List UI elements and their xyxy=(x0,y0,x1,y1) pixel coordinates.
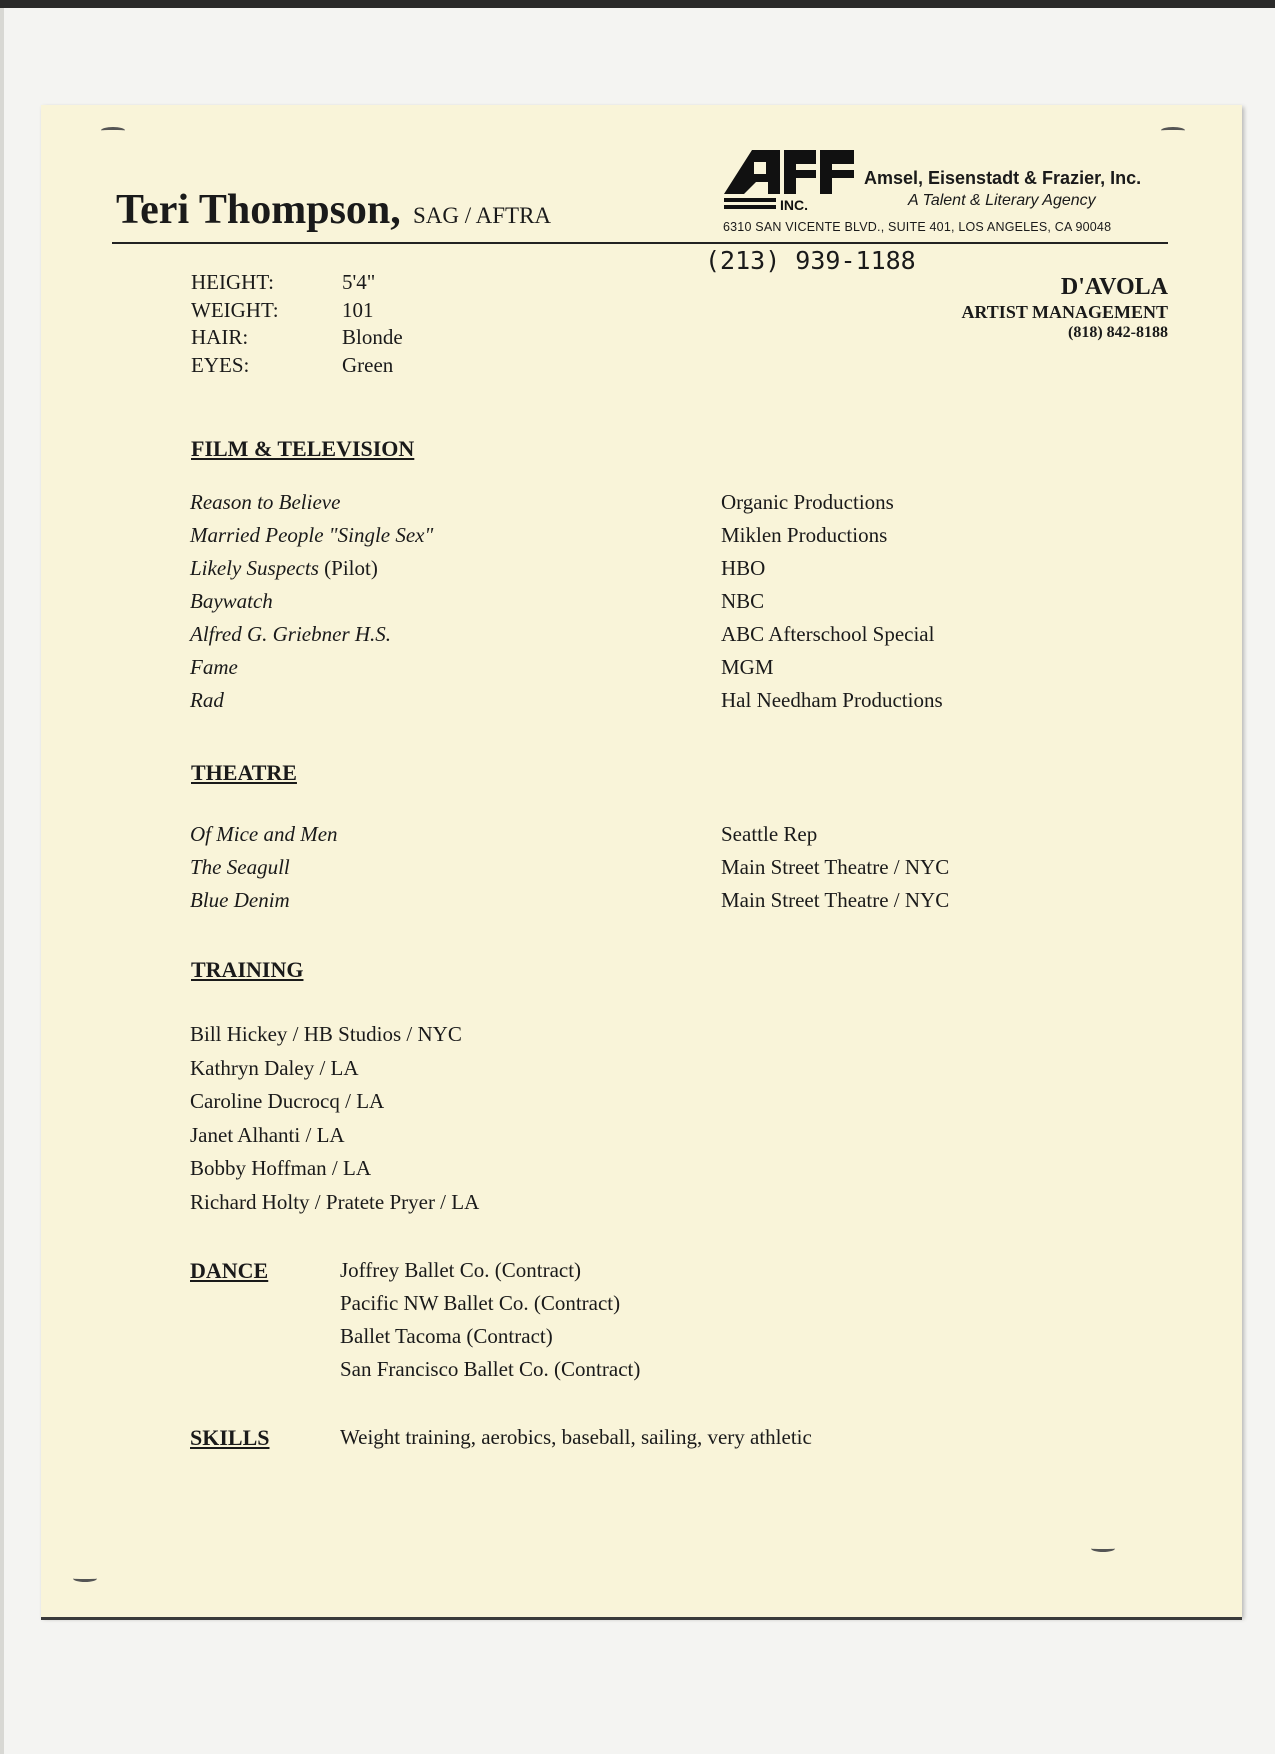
skills-section xyxy=(190,1425,812,1451)
management-name: D'AVOLA xyxy=(1060,274,1168,300)
credit-row xyxy=(190,888,1090,921)
physical-stats xyxy=(191,270,403,380)
agency-name: Amsel, Eisenstadt & Frazier, Inc. xyxy=(864,168,1142,188)
credit-title: Of Mice and Men xyxy=(190,822,338,846)
credit-row xyxy=(190,490,1090,523)
stat-row xyxy=(191,353,403,381)
credit-title: The Seagull xyxy=(190,855,290,879)
section-title-film-tv: FILM & TELEVISION xyxy=(191,436,415,461)
credit-title: Rad xyxy=(190,688,224,712)
agency-logo xyxy=(724,150,854,214)
credit-title: Married People "Single Sex" xyxy=(190,523,434,547)
credit-title: Likely Suspects xyxy=(190,556,319,580)
dance-item: San Francisco Ballet Co. (Contract) xyxy=(340,1357,641,1381)
stat-value: Blonde xyxy=(342,325,403,349)
credit-row xyxy=(190,688,1090,721)
credit-org: NBC xyxy=(721,589,765,613)
header-rule xyxy=(112,242,1168,244)
credit-org: Organic Productions xyxy=(721,490,894,514)
stat-label: HEIGHT: xyxy=(191,270,274,294)
credit-row xyxy=(190,655,1090,688)
training-item: Kathryn Daley / LA xyxy=(190,1055,359,1080)
theatre-credits xyxy=(190,822,1090,921)
stat-label: HAIR: xyxy=(191,325,249,349)
section-title-dance: DANCE xyxy=(190,1258,269,1283)
credit-org: Hal Needham Productions xyxy=(721,688,943,712)
stat-row xyxy=(191,325,403,353)
actor-name: Teri Thompson, xyxy=(116,187,401,233)
credit-org: Main Street Theatre / NYC xyxy=(721,888,950,912)
staple-mark xyxy=(101,127,125,134)
credit-row xyxy=(190,556,1090,589)
staple-mark xyxy=(73,1575,97,1582)
union-affiliation: SAG / AFTRA xyxy=(413,203,552,228)
stat-row xyxy=(191,270,403,298)
credit-org: Miklen Productions xyxy=(721,523,888,547)
stat-value: Green xyxy=(342,352,394,377)
agency-address: 6310 SAN VICENTE BLVD., SUITE 401, LOS ANGELES, CA 90048 xyxy=(723,220,1112,234)
credit-org: Main Street Theatre / NYC xyxy=(721,855,950,879)
section-title-training: TRAINING xyxy=(191,957,304,982)
credit-org: ABC Afterschool Special xyxy=(721,622,935,646)
training-list xyxy=(190,1022,479,1223)
dance-section xyxy=(190,1258,640,1390)
stat-label: WEIGHT: xyxy=(191,297,279,322)
credit-title: Alfred G. Griebner H.S. xyxy=(190,622,392,646)
credit-row xyxy=(190,622,1090,655)
staple-mark xyxy=(1091,1545,1115,1552)
management-phone: (818) 842-8188 xyxy=(1068,324,1168,341)
credit-row xyxy=(190,589,1090,622)
credit-org: HBO xyxy=(721,556,766,580)
training-item: Janet Alhanti / LA xyxy=(190,1122,345,1147)
skills-text: Weight training, aerobics, baseball, sailing, very athletic xyxy=(340,1425,812,1449)
dance-list xyxy=(340,1258,640,1390)
handwritten-phone: (213) 939-1188 xyxy=(705,246,916,275)
agency-logo-sub: INC. xyxy=(780,197,808,213)
training-item: Bill Hickey / HB Studios / NYC xyxy=(190,1022,462,1046)
training-item: Caroline Ducrocq / LA xyxy=(190,1089,385,1113)
credit-title: Blue Denim xyxy=(190,888,290,912)
scan-top-border xyxy=(0,0,1275,8)
credit-title: Reason to Believe xyxy=(190,490,341,514)
credit-title: Fame xyxy=(190,655,238,679)
credit-org: MGM xyxy=(721,655,774,679)
training-item: Bobby Hoffman / LA xyxy=(190,1156,372,1180)
stat-label: EYES: xyxy=(191,352,250,377)
credit-row xyxy=(190,855,1090,888)
dance-item: Joffrey Ballet Co. (Contract) xyxy=(340,1258,582,1282)
credit-title: Baywatch xyxy=(190,589,273,613)
staple-mark xyxy=(1161,127,1185,134)
section-title-skills: SKILLS xyxy=(190,1425,270,1450)
film-tv-credits xyxy=(190,490,1090,721)
training-item: Richard Holty / Pratete Pryer / LA xyxy=(190,1189,480,1214)
credit-row xyxy=(190,822,1090,855)
credit-org: Seattle Rep xyxy=(721,822,818,846)
credit-row xyxy=(190,523,1090,556)
dance-item: Ballet Tacoma (Contract) xyxy=(340,1324,553,1348)
stat-value: 101 xyxy=(342,297,374,322)
dance-item: Pacific NW Ballet Co. (Contract) xyxy=(340,1291,621,1315)
section-title-theatre: THEATRE xyxy=(191,760,297,785)
scan-left-edge xyxy=(0,8,4,1754)
stat-row xyxy=(191,298,403,326)
agency-tagline: A Talent & Literary Agency xyxy=(908,192,1096,209)
credit-extra: (Pilot) xyxy=(318,556,378,580)
stat-value: 5'4" xyxy=(342,270,376,294)
management-subtitle: ARTIST MANAGEMENT xyxy=(961,302,1168,322)
